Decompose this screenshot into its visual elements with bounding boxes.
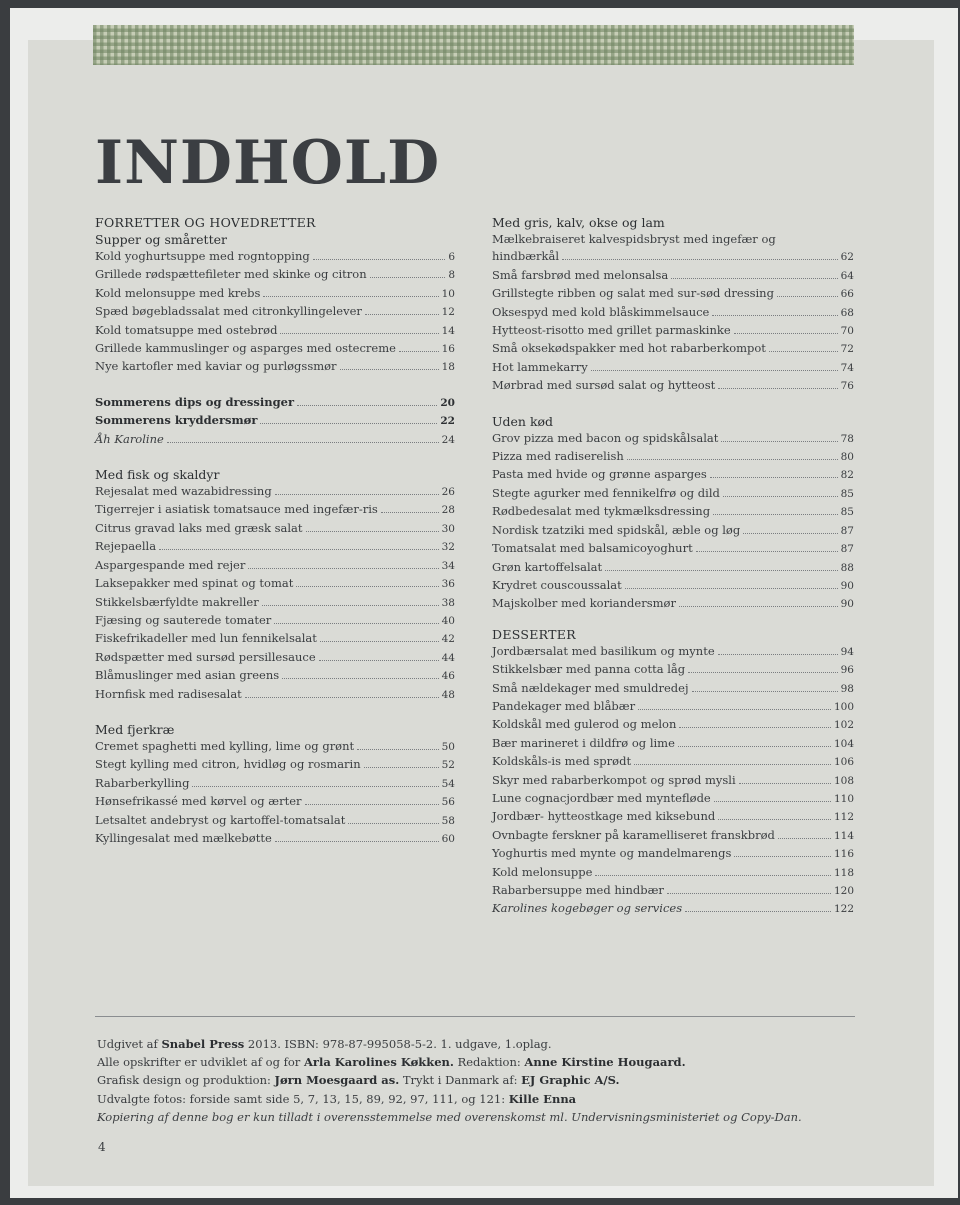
toc-entry-title: Stegte agurker med fennikelfrø og dild: [492, 485, 720, 500]
toc-entry: [95, 285, 455, 303]
dot-leader: [297, 405, 437, 406]
dot-leader: [679, 727, 831, 728]
dot-leader: [743, 533, 837, 534]
section-heading: DESSERTER: [492, 626, 576, 642]
toc-entry-title: Karolines kogebøger og services: [492, 901, 683, 916]
toc-entry: [95, 575, 455, 593]
dot-leader: [319, 660, 439, 661]
toc-entry: [95, 812, 455, 830]
toc-entry: [95, 266, 455, 284]
colophon-design-line: Grafisk design og produktion: Jørn Moesgaard as. Trykt i Danmark af: EJ Graphic A/S.: [97, 1073, 620, 1088]
dot-leader: [605, 570, 838, 571]
toc-entry-title: Hønsefrikassé med kørvel og ærter: [95, 794, 302, 809]
section-heading: Supper og småretter: [95, 232, 227, 247]
dot-leader: [723, 496, 838, 497]
photographer-name: Kille Enna: [508, 1091, 577, 1106]
toc-page-number: 46: [441, 670, 455, 683]
toc-page-number: 116: [833, 848, 854, 861]
dot-leader: [734, 333, 838, 334]
toc-entry: [492, 503, 854, 521]
toc-entry-title: Rødspætter med sursød persillesauce: [95, 649, 316, 664]
toc-entry-title: Koldskåls-is med sprødt: [492, 754, 632, 769]
toc-entry: [95, 483, 455, 501]
dot-leader: [320, 641, 439, 642]
toc-page-number: 36: [441, 578, 455, 591]
dot-leader: [296, 586, 438, 587]
toc-entry: [95, 557, 455, 575]
dot-leader: [260, 423, 437, 424]
toc-entry: [492, 882, 854, 900]
designer-name: Jørn Moesgaard as.: [274, 1073, 400, 1088]
toc-page-number: 14: [441, 324, 455, 337]
toc-page-number: 85: [840, 487, 854, 500]
toc-entry: [95, 248, 455, 266]
toc-entry-title: Yoghurtis med mynte og mandelmarengs: [492, 846, 732, 861]
toc-entry: [492, 522, 854, 540]
toc-entry-title: Hytteost-risotto med grillet parmaskinke: [492, 323, 731, 338]
toc-page-number: 100: [833, 700, 854, 713]
dot-leader: [275, 841, 439, 842]
spacer: [492, 614, 854, 626]
toc-entry: [492, 643, 854, 661]
toc-entry-title: Åh Karoline: [95, 431, 164, 446]
toc-entry: [492, 864, 854, 882]
toc-page-number: 102: [833, 719, 854, 732]
dot-leader: [357, 749, 438, 750]
toc-entry-title: Tomatsalat med balsamicoyoghurt: [492, 541, 693, 556]
toc-entry-title: Krydret couscoussalat: [492, 577, 622, 592]
toc-entry-title: Cremet spaghetti med kylling, lime og grønt: [95, 738, 355, 753]
colophon-copyright-line: Kopiering af denne bog er kun tilladt i overensstemmelse med overenskomst ml. Undervisningsministeriet og Copy-Dan.: [97, 1109, 802, 1124]
toc-entry: [492, 595, 854, 613]
toc-entry: [95, 501, 455, 519]
toc-entry: [95, 830, 455, 848]
section-heading: Med gris, kalv, okse og lam: [492, 215, 665, 230]
toc-page-number: 106: [833, 756, 854, 769]
dot-leader: [280, 333, 438, 334]
toc-entry: [95, 538, 455, 556]
toc-entry: [492, 680, 854, 698]
toc-page-number: 94: [840, 645, 854, 658]
toc-entry-title: Sommerens kryddersmør: [95, 413, 258, 428]
toc-page-number: 28: [441, 504, 455, 517]
toc-entry: [492, 661, 854, 679]
toc-right-column: [492, 214, 854, 919]
dot-leader: [263, 296, 438, 297]
toc-entry: [492, 577, 854, 595]
toc-entry-title: Kyllingesalat med mælkebøtte: [95, 830, 272, 845]
toc-entry: [492, 772, 854, 790]
toc-entry-title: Pandekager med blåbær: [492, 698, 636, 713]
toc-entry-title: Kold tomatsuppe med ostebrød: [95, 322, 278, 337]
toc-page-number: 26: [441, 486, 455, 499]
toc-entry: [492, 430, 854, 448]
toc-entry-title: hindbærkål: [492, 249, 560, 264]
toc-page-number: 54: [441, 777, 455, 790]
toc-entry-title: Pasta med hvide og grønne asparges: [492, 467, 707, 482]
toc-page-number: 8: [448, 269, 455, 282]
toc-entry-title: Kold melonsuppe: [492, 864, 593, 879]
dot-leader: [712, 315, 837, 316]
colophon: [97, 1035, 857, 1126]
dot-leader: [685, 911, 831, 912]
toc-page-number: 85: [840, 506, 854, 519]
toc-page-number: 70: [840, 325, 854, 338]
toc-page-number: 42: [441, 633, 455, 646]
toc-page-number: 44: [441, 651, 455, 664]
toc-page-number: 12: [441, 306, 455, 319]
toc-entry-title: Majskolber med koriandersmør: [492, 596, 676, 611]
dot-leader: [348, 823, 438, 824]
toc-page-number: 74: [840, 361, 854, 374]
toc-page-number: 56: [441, 796, 455, 809]
printer-name: EJ Graphic A/S.: [521, 1073, 620, 1088]
toc-page-number: 16: [441, 343, 455, 356]
dot-leader: [721, 441, 837, 442]
toc-entry-title: Nordisk tzatziki med spidskål, æble og løg: [492, 522, 741, 537]
dot-leader: [365, 314, 439, 315]
dot-leader: [274, 623, 438, 624]
toc-page-number: 24: [441, 433, 455, 446]
toc-entry: [492, 827, 854, 845]
footer-divider: [95, 1016, 855, 1017]
dot-leader: [718, 819, 831, 820]
dot-leader: [778, 838, 831, 839]
toc-page-number: 90: [840, 579, 854, 592]
toc-entry-title: Fjæsing og sauterede tomater: [95, 612, 272, 627]
toc-page-number: 18: [441, 361, 455, 374]
recipe-owner: Arla Karolines Køkken.: [303, 1055, 454, 1070]
toc-entry: [95, 412, 455, 430]
publisher-name: Snabel Press: [161, 1037, 245, 1051]
toc-entry: [95, 303, 455, 321]
spacer: [95, 377, 455, 394]
toc-entry-title: Citrus gravad laks med græsk salat: [95, 520, 303, 535]
toc-entry: [95, 738, 455, 756]
toc-page-number: 48: [441, 688, 455, 701]
toc-page-number: 6: [448, 251, 455, 263]
toc-page-number: 76: [840, 380, 854, 393]
toc-entry-title: Laksepakker med spinat og tomat: [95, 576, 294, 591]
toc-entry-title: Jordbærsalat med basilikum og mynte: [492, 643, 715, 658]
toc-page-number: 32: [441, 541, 455, 554]
spacer: [95, 704, 455, 721]
toc-page-number: 30: [441, 522, 455, 535]
dot-leader: [364, 767, 439, 768]
toc-entry: [492, 753, 854, 771]
gingham-border-decoration: [93, 25, 854, 65]
toc-entry-title: Hot lammekarry: [492, 359, 588, 374]
dot-leader: [306, 531, 439, 532]
toc-entry: [492, 322, 854, 340]
toc-entry: [95, 322, 455, 340]
toc-entry: [95, 756, 455, 774]
toc-page-number: 50: [441, 740, 455, 753]
toc-entry: [492, 448, 854, 466]
toc-entry-title: Blåmuslinger med asian greens: [95, 668, 280, 683]
toc-page-number: 122: [833, 903, 854, 916]
dot-leader: [562, 259, 838, 260]
colophon-publisher-line: Udgivet af Snabel Press 2013. ISBN: 978-87-995058-5-2. 1. udgave, 1.oplag.: [97, 1037, 552, 1051]
toc-entry: [95, 594, 455, 612]
toc-entry-title: Stikkelsbærfyldte makreller: [95, 594, 259, 609]
dot-leader: [713, 514, 838, 515]
toc-entry-title: Sommerens dips og dressinger: [95, 394, 294, 409]
toc-left-column: [95, 214, 455, 848]
dot-leader: [192, 786, 438, 787]
toc-page-number: 108: [833, 774, 854, 787]
dot-leader: [282, 678, 438, 679]
dot-leader: [696, 551, 838, 552]
toc-page-number: 62: [840, 251, 854, 264]
toc-entry: [492, 340, 854, 358]
toc-page-number: 120: [833, 885, 854, 897]
toc-entry-title: Jordbær- hytteostkage med kiksebund: [492, 809, 716, 824]
dot-leader: [710, 477, 838, 478]
dot-leader: [262, 605, 439, 606]
toc-entry: [492, 540, 854, 558]
toc-entry: [492, 790, 854, 808]
toc-entry: [95, 394, 455, 412]
toc-entry-title: Grøn kartoffelsalat: [492, 559, 603, 574]
section-heading: Med fjerkræ: [95, 721, 175, 737]
dot-leader: [692, 691, 838, 692]
toc-entry-title: Oksespyd med kold blåskimmelsauce: [492, 304, 710, 319]
spacer: [95, 449, 455, 466]
toc-page-number: 38: [441, 596, 455, 609]
toc-entry: [492, 359, 854, 377]
dot-leader: [591, 370, 838, 371]
colophon-photo-line: Udvalgte fotos: forside samt side 5, 7, 13, 15, 89, 92, 97, 111, og 121: Kille Enna: [97, 1091, 577, 1106]
toc-entry-title: Kold yoghurtsuppe med rogntopping: [95, 249, 310, 263]
toc-entry-title: Grillstegte ribben og salat med sur-sød dressing: [492, 286, 774, 301]
toc-page-number: 110: [833, 792, 854, 805]
editor-name: Anne Kirstine Hougaard.: [524, 1055, 686, 1070]
dot-leader: [718, 388, 837, 389]
toc-entry: [492, 377, 854, 395]
page-number: 4: [98, 1140, 106, 1154]
toc-entry: [95, 431, 455, 449]
toc-entry-title: Aspargespande med rejer: [95, 557, 246, 572]
toc-page-number: 87: [840, 543, 854, 556]
toc-page-number: 104: [833, 737, 854, 750]
toc-entry-title: Koldskål med gulerod og melon: [492, 717, 677, 732]
toc-entry-title: Letsaltet andebryst og kartoffel-tomatsalat: [95, 812, 346, 827]
toc-entry-title: Små nældekager med smuldredej: [492, 680, 689, 695]
toc-entry-title: Rejepaella: [95, 539, 157, 554]
toc-entry: [492, 485, 854, 503]
toc-entry-title: Pizza med radiserelish: [492, 449, 624, 464]
dot-leader: [688, 672, 838, 673]
dot-leader: [399, 351, 439, 352]
dot-leader: [305, 804, 439, 805]
dot-leader: [313, 259, 446, 260]
toc-entry: [95, 649, 455, 667]
toc-page-number: 118: [833, 866, 854, 879]
toc-entry: [95, 612, 455, 630]
toc-entry-title: Skyr med rabarberkompot og sprød mysli: [492, 772, 736, 787]
toc-page-number: 90: [840, 598, 854, 611]
toc-entry: [492, 698, 854, 716]
toc-entry: [95, 686, 455, 704]
toc-page-number: 78: [840, 432, 854, 445]
toc-entry: [492, 735, 854, 753]
toc-entry: [95, 340, 455, 358]
dot-leader: [718, 654, 838, 655]
toc-entry-title: Grillede rødspættefileter med skinke og citron: [95, 267, 367, 282]
toc-page-number: 60: [441, 832, 455, 845]
toc-page-number: 22: [440, 415, 455, 428]
toc-page-number: 87: [840, 524, 854, 537]
toc-entry: [492, 845, 854, 863]
toc-page-number: 82: [840, 469, 854, 482]
toc-entry-title: Kold melonsuppe med krebs: [95, 285, 261, 300]
dot-leader: [667, 893, 831, 894]
toc-entry: [95, 667, 455, 685]
toc-entry: [95, 630, 455, 648]
toc-entry-title: Spæd bøgebladssalat med citronkyllingelever: [95, 304, 362, 319]
toc-entry: [95, 775, 455, 793]
toc-entry: [492, 248, 854, 266]
toc-entry-title: Rødbedesalat med tykmælksdressing: [492, 504, 711, 519]
dot-leader: [734, 856, 831, 857]
colophon-recipes-line: Alle opskrifter er udviklet af og for Arla Karolines Køkken. Redaktion: Anne Kirstine Hougaard.: [97, 1055, 686, 1070]
toc-entry: [492, 808, 854, 826]
dot-leader: [248, 568, 438, 569]
toc-entry-title: Rabarberkylling: [95, 775, 190, 790]
toc-entry-title: Fiskefrikadeller med lun fennikelsalat: [95, 631, 317, 646]
dot-leader: [769, 351, 838, 352]
dot-leader: [638, 709, 831, 710]
toc-entry-title: Små farsbrød med melonsalsa: [492, 267, 669, 282]
toc-entry-line: Mælkebraiseret kalvespidsbryst med ingefær og: [492, 232, 776, 246]
dot-leader: [625, 588, 838, 589]
toc-entry-title: Grov pizza med bacon og spidskålsalat: [492, 430, 719, 445]
toc-entry: [95, 520, 455, 538]
section-heading: Uden kød: [492, 413, 554, 429]
toc-entry-title: Hornfisk med radisesalat: [95, 686, 242, 701]
toc-entry-title: Bær marineret i dildfrø og lime: [492, 735, 675, 750]
dot-leader: [370, 277, 446, 278]
dot-leader: [679, 606, 838, 607]
dot-leader: [340, 369, 439, 370]
dot-leader: [634, 764, 831, 765]
dot-leader: [671, 278, 837, 279]
dot-leader: [627, 459, 838, 460]
toc-page-number: 40: [441, 614, 455, 627]
toc-entry: [492, 267, 854, 285]
toc-page-number: 10: [441, 287, 455, 300]
toc-entry-title: Stegt kylling med citron, hvidløg og rosmarin: [95, 757, 361, 772]
dot-leader: [381, 512, 439, 513]
toc-page-number: 98: [840, 682, 854, 695]
toc-page-number: 20: [440, 396, 455, 409]
spacer: [492, 396, 854, 413]
dot-leader: [595, 875, 830, 876]
toc-entry: [95, 793, 455, 811]
section-heading: Med fisk og skaldyr: [95, 467, 220, 483]
dot-leader: [159, 549, 439, 550]
toc-entry-title: Rabarbersuppe med hindbær: [492, 883, 664, 897]
dot-leader: [245, 697, 439, 698]
toc-page-number: 68: [840, 306, 854, 319]
page-title: INDHOLD: [95, 128, 441, 198]
dot-leader: [678, 746, 831, 747]
toc-entry: [95, 358, 455, 376]
dot-leader: [739, 783, 831, 784]
toc-entry-title: Lune cognacjordbær med mynteflødе: [492, 790, 711, 805]
dot-leader: [714, 801, 831, 802]
toc-entry-title: Små oksekødspakker med hot rabarberkompot: [492, 341, 766, 356]
toc-page-number: 112: [833, 811, 854, 824]
toc-entry-title: Stikkelsbær med panna cotta låg: [492, 662, 686, 677]
toc-entry-title: Mørbrad med sursød salat og hytteost: [492, 378, 716, 393]
toc-page-number: 34: [441, 559, 455, 572]
toc-entry-title: Ovnbagte ferskner på karamelliseret franskbrød: [492, 827, 775, 842]
toc-page-number: 64: [840, 269, 854, 282]
toc-entry: [492, 900, 854, 918]
dot-leader: [777, 296, 838, 297]
toc-page-number: 88: [840, 561, 854, 574]
toc-entry: [492, 466, 854, 484]
toc-page-number: 80: [840, 451, 854, 464]
toc-entry-title: Grillede kammuslinger og asparges med ostecreme: [95, 341, 396, 356]
toc-entry-title: Nye kartofler med kaviar og purløgssmør: [95, 359, 337, 374]
toc-page-number: 66: [840, 288, 854, 301]
toc-entry: [492, 559, 854, 577]
section-heading: FORRETTER OG HOVEDRETTER: [95, 215, 316, 230]
toc-page-number: 52: [441, 759, 455, 772]
toc-page-number: 96: [840, 664, 854, 677]
toc-entry: [492, 304, 854, 322]
toc-entry-title: Tigerrejer i asiatisk tomatsauce med ingefær-ris: [95, 502, 378, 517]
toc-page-number: 58: [441, 814, 455, 827]
dot-leader: [167, 442, 439, 443]
toc-entry: [492, 285, 854, 303]
toc-entry: [492, 716, 854, 734]
dot-leader: [275, 494, 439, 495]
toc-entry-title: Rejesalat med wazabidressing: [95, 484, 272, 499]
toc-page-number: 72: [840, 343, 854, 356]
toc-page-number: 114: [833, 829, 854, 842]
